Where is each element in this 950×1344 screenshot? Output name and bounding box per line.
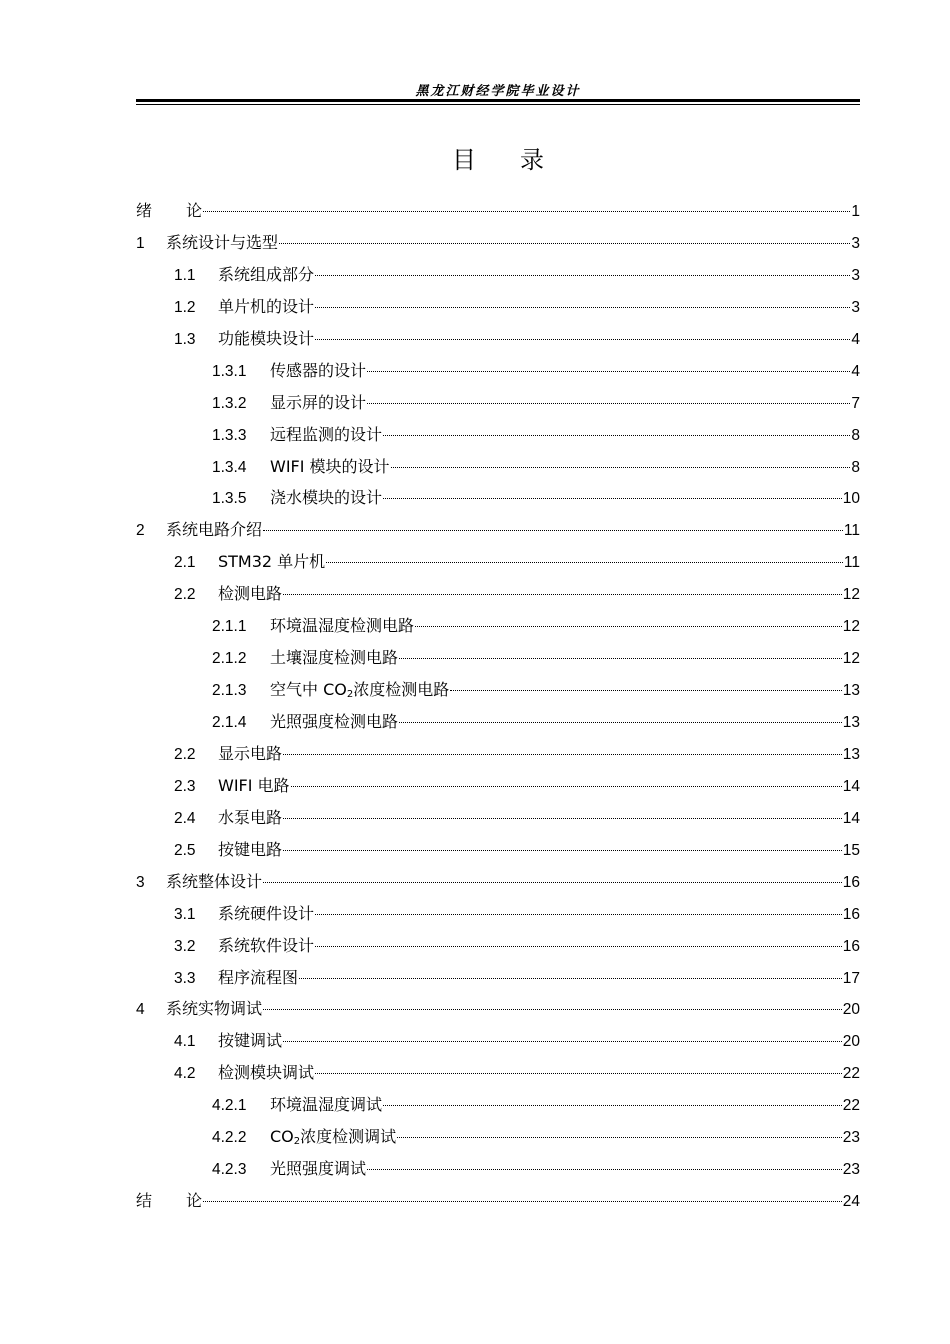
toc-entry-page: 1 bbox=[851, 203, 860, 220]
toc-entry-title: WIFI 电路 bbox=[218, 775, 290, 795]
toc-entry-title: 光照强度调试 bbox=[270, 1159, 367, 1179]
toc-dot-leader bbox=[263, 530, 843, 531]
toc-entry[interactable] bbox=[136, 1124, 860, 1156]
toc-entry-page: 12 bbox=[842, 650, 860, 668]
toc-dot-leader bbox=[283, 754, 842, 755]
toc-entry-page: 11 bbox=[843, 554, 860, 572]
toc-entry-number: 3.1 bbox=[174, 905, 196, 923]
toc-entry-page: 20 bbox=[842, 1001, 860, 1019]
toc-entry[interactable] bbox=[136, 230, 860, 262]
toc-dot-leader bbox=[399, 658, 842, 659]
toc-entry-number: 2.1 bbox=[174, 554, 196, 572]
toc-entry-page: 3 bbox=[851, 298, 860, 316]
toc-entry-page: 13 bbox=[842, 745, 860, 763]
toc-dot-leader bbox=[263, 1009, 842, 1010]
toc-entry-page: 22 bbox=[842, 1065, 860, 1083]
toc-entry[interactable] bbox=[136, 709, 860, 741]
toc-entry-page: 8 bbox=[851, 458, 860, 476]
toc-entry-title: 程序流程图 bbox=[218, 967, 299, 987]
toc-dot-leader bbox=[367, 1169, 842, 1170]
toc-dot-leader bbox=[315, 1073, 842, 1074]
toc-entry-page: 3 bbox=[851, 234, 860, 252]
toc-entry[interactable] bbox=[136, 613, 860, 645]
toc-entry-number: 2.1.4 bbox=[212, 714, 247, 731]
toc-entry-title: 浇水模块的设计 bbox=[270, 488, 383, 508]
toc-dot-leader bbox=[383, 1105, 842, 1106]
toc-entry[interactable] bbox=[136, 390, 860, 422]
toc-entry[interactable] bbox=[136, 294, 860, 326]
toc-entry-title: 结论 bbox=[136, 1191, 203, 1211]
toc-dot-leader bbox=[383, 435, 850, 436]
table-of-contents bbox=[136, 198, 860, 1220]
toc-entry-number: 1.2 bbox=[174, 298, 196, 316]
toc-entry-title: 显示电路 bbox=[218, 743, 283, 763]
toc-entry-number: 2.2 bbox=[174, 745, 196, 763]
toc-entry-title: 系统硬件设计 bbox=[218, 903, 315, 923]
toc-entry[interactable] bbox=[136, 422, 860, 454]
toc-dot-leader bbox=[279, 243, 850, 244]
toc-entry-page: 16 bbox=[842, 905, 860, 923]
toc-entry-number: 4.1 bbox=[174, 1033, 196, 1051]
toc-dot-leader bbox=[399, 722, 842, 723]
toc-entry-number: 2.4 bbox=[174, 809, 196, 827]
toc-dot-leader bbox=[367, 403, 850, 404]
toc-entry-title: 水泵电路 bbox=[218, 807, 283, 827]
toc-entry-number: 4.2.3 bbox=[212, 1161, 247, 1179]
toc-entry-number: 1.3.2 bbox=[212, 394, 247, 412]
toc-entry-number: 2.5 bbox=[174, 841, 196, 859]
toc-entry[interactable] bbox=[136, 485, 860, 517]
toc-entry-page: 22 bbox=[842, 1097, 860, 1115]
toc-dot-leader bbox=[397, 1137, 842, 1138]
toc-entry-title: 系统实物调试 bbox=[166, 999, 263, 1019]
toc-entry-title: 传感器的设计 bbox=[270, 360, 367, 380]
toc-entry-page: 23 bbox=[842, 1161, 860, 1179]
toc-entry-page: 13 bbox=[842, 714, 860, 731]
toc-entry-number: 4 bbox=[136, 1001, 145, 1019]
toc-entry-page: 16 bbox=[842, 873, 860, 891]
toc-entry-number: 2 bbox=[136, 522, 145, 540]
toc-entry-title: 空气中 $CO_2$浓度检测电路 bbox=[270, 680, 450, 701]
toc-entry[interactable] bbox=[136, 901, 860, 933]
toc-entry-title: 系统软件设计 bbox=[218, 935, 315, 955]
toc-entry-title: 系统整体设计 bbox=[166, 871, 263, 891]
toc-entry[interactable] bbox=[136, 869, 860, 901]
toc-entry-title: 系统组成部分 bbox=[218, 264, 315, 284]
header-rule-thin bbox=[136, 104, 860, 105]
toc-dot-leader bbox=[283, 850, 842, 851]
toc-dot-leader bbox=[315, 946, 842, 947]
toc-dot-leader bbox=[283, 594, 842, 595]
toc-entry-number: 2.3 bbox=[174, 777, 196, 795]
toc-dot-leader bbox=[203, 211, 850, 212]
toc-entry-title: WIFI 模块的设计 bbox=[270, 456, 390, 476]
toc-entry-page: 14 bbox=[842, 777, 860, 795]
toc-entry-number: 2.1.2 bbox=[212, 650, 247, 668]
toc-entry-page: 11 bbox=[843, 522, 860, 540]
toc-entry[interactable] bbox=[136, 645, 860, 677]
toc-entry-title: 显示屏的设计 bbox=[270, 392, 367, 412]
toc-entry-title: 绪论 bbox=[136, 201, 203, 220]
toc-entry-title: 光照强度检测电路 bbox=[270, 712, 399, 731]
toc-entry-title: STM32 单片机 bbox=[218, 552, 326, 572]
toc-entry-page: 12 bbox=[842, 586, 860, 604]
toc-entry-title: 土壤湿度检测电路 bbox=[270, 648, 399, 668]
toc-entry-number: 4.2 bbox=[174, 1065, 196, 1083]
toc-entry-title: 系统设计与选型 bbox=[166, 232, 279, 252]
toc-entry-title: 检测模块调试 bbox=[218, 1063, 315, 1083]
toc-entry-page: 24 bbox=[842, 1193, 860, 1211]
toc-dot-leader bbox=[283, 1041, 842, 1042]
toc-dot-leader bbox=[415, 626, 842, 627]
toc-entry-page: 10 bbox=[842, 490, 860, 508]
toc-entry[interactable] bbox=[136, 837, 860, 869]
toc-entry-title: 按键调试 bbox=[218, 1031, 283, 1051]
toc-dot-leader bbox=[299, 978, 842, 979]
toc-entry-page: 13 bbox=[842, 682, 860, 700]
toc-entry-number: 1.1 bbox=[174, 266, 196, 284]
toc-dot-leader bbox=[326, 562, 843, 563]
toc-entry-page: 16 bbox=[842, 937, 860, 955]
toc-entry-number: 2.2 bbox=[174, 586, 196, 604]
toc-dot-leader bbox=[315, 339, 850, 340]
header-rule-thick bbox=[136, 99, 860, 102]
toc-entry[interactable] bbox=[136, 198, 860, 230]
toc-entry[interactable] bbox=[136, 454, 860, 486]
toc-entry-title: 按键电路 bbox=[218, 839, 283, 859]
toc-entry-title: 功能模块设计 bbox=[218, 328, 315, 348]
toc-entry[interactable] bbox=[136, 805, 860, 837]
toc-entry[interactable] bbox=[136, 262, 860, 294]
toc-entry-page: 4 bbox=[851, 362, 860, 380]
toc-entry-page: 4 bbox=[851, 330, 860, 348]
toc-entry[interactable] bbox=[136, 996, 860, 1028]
toc-entry-number: 1 bbox=[136, 234, 145, 252]
toc-entry-page: 15 bbox=[842, 841, 860, 859]
toc-entry-title: 远程监测的设计 bbox=[270, 424, 383, 444]
toc-entry-page: 3 bbox=[851, 266, 860, 284]
toc-dot-leader bbox=[315, 914, 842, 915]
toc-entry[interactable] bbox=[136, 1092, 860, 1124]
toc-entry-page: 17 bbox=[842, 969, 860, 987]
toc-dot-leader bbox=[291, 786, 842, 787]
toc-entry-number: 1.3 bbox=[174, 330, 196, 348]
toc-entry-number: 1.3.5 bbox=[212, 490, 247, 508]
toc-entry-title: 环境温湿度调试 bbox=[270, 1095, 383, 1115]
toc-entry[interactable] bbox=[136, 1060, 860, 1092]
toc-entry[interactable] bbox=[136, 773, 860, 805]
toc-entry-page: 8 bbox=[851, 426, 860, 444]
toc-entry-number: 4.2.1 bbox=[212, 1097, 247, 1115]
toc-entry-number: 1.3.1 bbox=[212, 362, 247, 380]
toc-entry[interactable] bbox=[136, 741, 860, 773]
toc-entry-number: 3 bbox=[136, 873, 145, 891]
toc-entry[interactable] bbox=[136, 517, 860, 549]
toc-entry-page: 7 bbox=[851, 394, 860, 412]
toc-dot-leader bbox=[283, 818, 842, 819]
toc-dot-leader bbox=[391, 467, 851, 468]
toc-entry[interactable] bbox=[136, 965, 860, 997]
toc-entry-number: 4.2.2 bbox=[212, 1129, 247, 1147]
toc-entry-number: 3.3 bbox=[174, 969, 196, 987]
toc-entry[interactable] bbox=[136, 933, 860, 965]
toc-entry-number: 1.3.3 bbox=[212, 426, 247, 444]
toc-entry[interactable] bbox=[136, 358, 860, 390]
toc-dot-leader bbox=[367, 371, 850, 372]
toc-entry-number: 1.3.4 bbox=[212, 458, 247, 476]
toc-entry-page: 14 bbox=[842, 809, 860, 827]
toc-entry-number: 2.1.3 bbox=[212, 682, 247, 700]
toc-dot-leader bbox=[450, 690, 842, 691]
toc-entry-title: 检测电路 bbox=[218, 584, 283, 604]
toc-entry[interactable] bbox=[136, 549, 860, 581]
page-header: 黑龙江财经学院毕业设计 bbox=[415, 84, 581, 99]
toc-dot-leader bbox=[383, 498, 842, 499]
toc-dot-leader bbox=[263, 882, 842, 883]
toc-title: 目录 bbox=[452, 146, 588, 174]
toc-entry-page: 12 bbox=[842, 618, 860, 636]
toc-entry[interactable] bbox=[136, 581, 860, 613]
toc-entry-title: 环境温湿度检测电路 bbox=[270, 616, 415, 636]
toc-entry-title: 单片机的设计 bbox=[218, 296, 315, 316]
toc-dot-leader bbox=[315, 307, 850, 308]
toc-entry[interactable] bbox=[136, 326, 860, 358]
toc-entry-page: 20 bbox=[842, 1033, 860, 1051]
toc-dot-leader bbox=[203, 1201, 842, 1202]
toc-entry[interactable] bbox=[136, 1188, 860, 1220]
toc-entry-title: 系统电路介绍 bbox=[166, 520, 263, 540]
toc-entry-title: $CO_2$浓度检测调试 bbox=[270, 1127, 397, 1148]
toc-dot-leader bbox=[315, 275, 850, 276]
toc-entry[interactable] bbox=[136, 677, 860, 709]
toc-entry-number: 3.2 bbox=[174, 937, 196, 955]
toc-entry-page: 23 bbox=[842, 1129, 860, 1147]
toc-entry[interactable] bbox=[136, 1028, 860, 1060]
toc-entry[interactable] bbox=[136, 1156, 860, 1188]
toc-entry-number: 2.1.1 bbox=[212, 618, 247, 636]
